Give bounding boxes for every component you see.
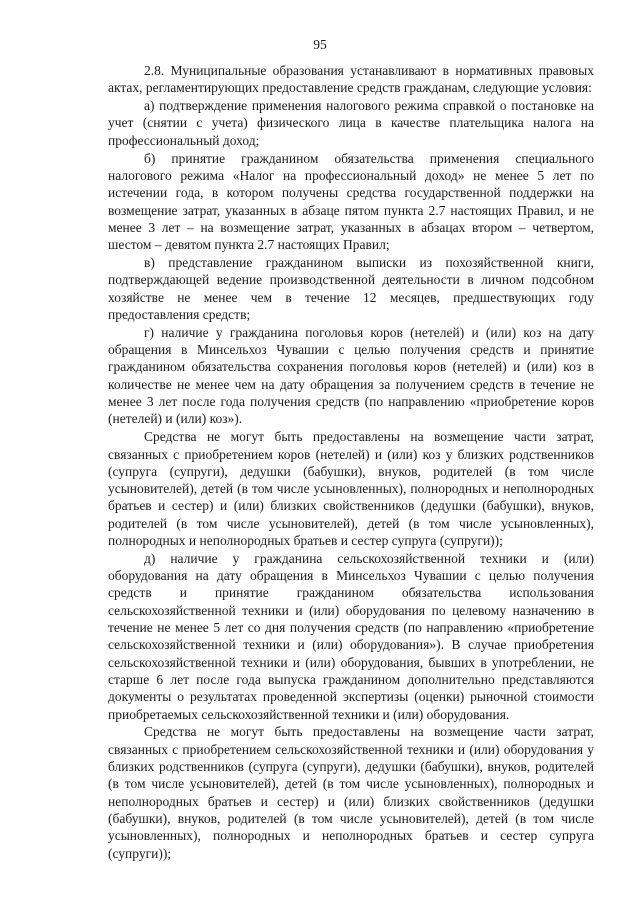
document-body [108,62,594,862]
paragraph-v: в) представление гражданином выписки из похозяйственной книги, подтверждающей ведение производственной деятельности в личном подсобном хозяйстве не менее чем в течение 12 месяцев, предшествующих году предоставления средств; [108,255,594,322]
paragraph-equipment-restriction: Средства не могут быть предоставлены на возмещение части затрат, связанных с приобретением сельскохозяйственной техники и (или) оборудования у близких родственников (супруга (супруги), дедушки (бабушки), внуков, родителей (в том числе усыновителей), детей (в том числе усыновленных), полнородных и неполнородных братьев и сестер) и (или) близких свойственников (дедушки (бабушки), внуков, родителей (в том числе усыновителей), детей (в том числе усыновленных), полнородных и неполнородных братьев и сестер супруга (супруги)); [108,724,594,861]
page-number: 95 [313,37,327,52]
paragraph-d: д) наличие у гражданина сельскохозяйственной техники и (или) оборудования на дату обращения в Минсельхоз Чувашии с целью получения средств и принятие гражданином обязательства использования сельскохозяйственной техники и (или) оборудования по целевому назначению в течение не менее 5 лет со дня получения средств (по направлению «приобретение сельскохозяйственной техники и (или) оборудования»). В случае приобретения сельскохозяйственной техники и (или) оборудования, бывших в употреблении, не старше 6 лет после года выпуска гражданином дополнительно представляются документы о результатах проведенной экспертизы (оценки) рыночной стоимости приобретаемых сельскохозяйственной техники и (или) оборудования. [108,550,594,722]
paragraph-a: а) подтверждение применения налогового режима справкой о постановке на учет (снятии с учета) физического лица в качестве плательщика налога на профессиональный доход; [108,98,594,148]
paragraph-b: б) принятие гражданином обязательства применения специального налогового режима «Налог на профессиональный доход» не менее 5 лет по истечении года, в котором получены средства государственной поддержки на возмещение затрат, указанных в абзаце пятом пункта 2.7 настоящих Правил, и не менее 3 лет – на возмещение затрат, указанных в абзацах втором – четвертом, шестом – девятом пункта 2.7 настоящих Правил; [108,150,594,253]
paragraph-2-8: 2.8. Муниципальные образования устанавливают в нормативных правовых актах, регламентирующих предоставление средств гражданам, следующие условия: [108,63,594,96]
paragraph-g: г) наличие у гражданина поголовья коров (нетелей) и (или) коз на дату обращения в Минсельхоз Чувашии с целью получения средств и принятие гражданином обязательства сохранения поголовья коров (нетелей) и (или) коз в количестве не менее чем на дату обращения за получением средств в течение не менее 3 лет после года получения средств (по направлению «приобретение коров (нетелей) и (или) коз»). [108,324,594,427]
paragraph-cows-restriction: Средства не могут быть предоставлены на возмещение части затрат, связанных с приобретением коров (нетелей) и (или) коз у близких родственников (супруга (супруги), дедушки (бабушки), внуков, родителей (в том числе усыновителей), детей (в том числе усыновленных), полнородных и неполнородных братьев и сестер) и (или) близких свойственников (дедушки (бабушки), внуков, родителей (в том числе усыновителей), детей (в том числе усыновленных), полнородных и неполнородных братьев и сестер супруга (супруги)); [108,429,594,548]
